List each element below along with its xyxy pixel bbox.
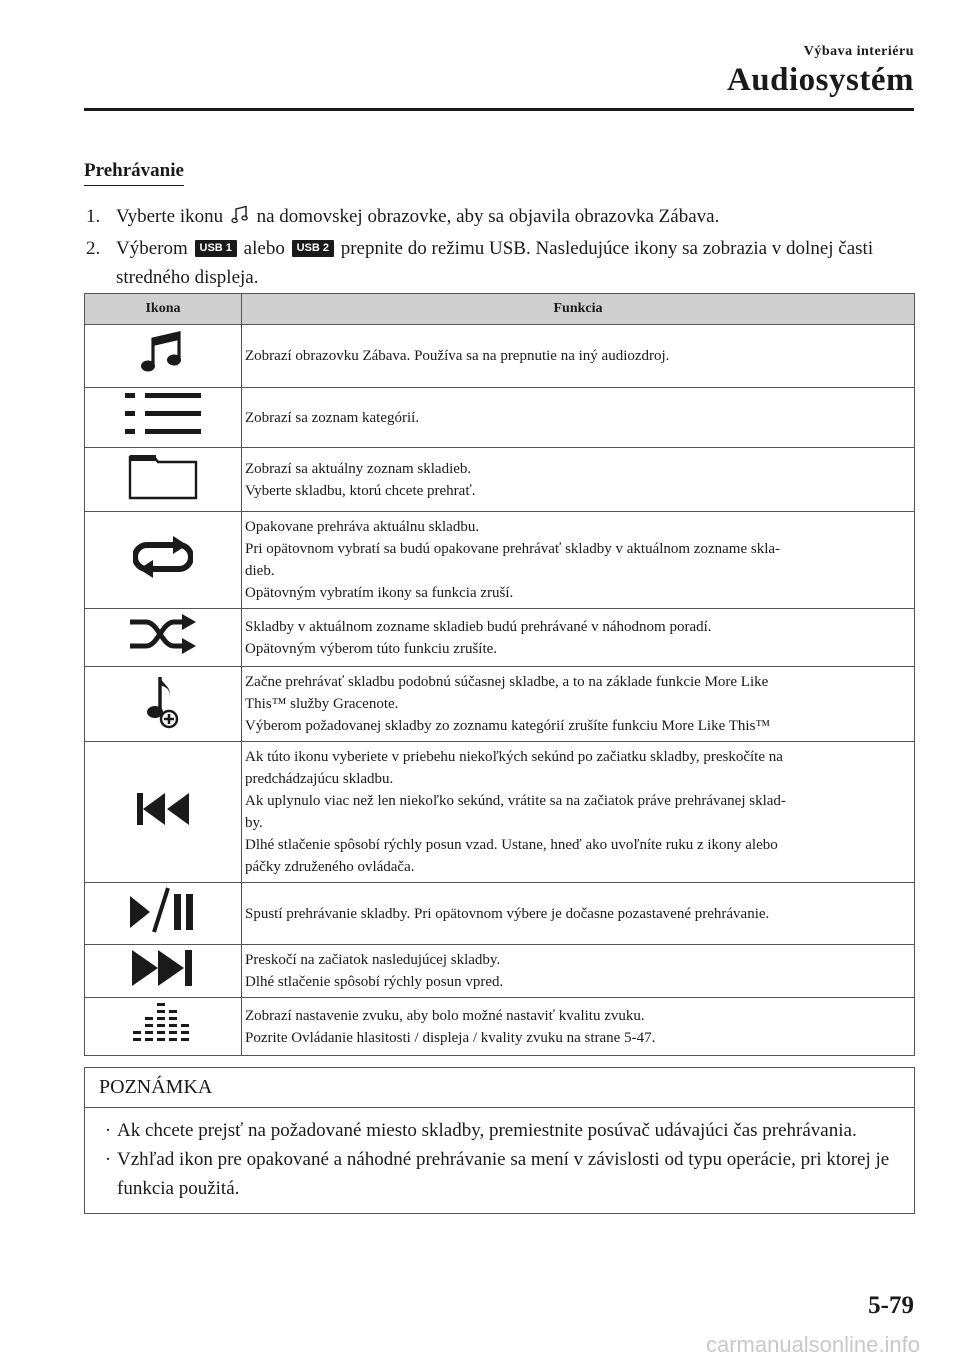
table-row (85, 998, 915, 1056)
function-text: Preskočí na začiatok nasledujúcej skladby. (245, 952, 501, 968)
function-text: Skladby v aktuálnom zozname skladieb budú prehrávané v náhodnom poradí. (245, 618, 712, 635)
table-row (85, 388, 915, 448)
shuffle-icon (128, 642, 198, 658)
category-list-icon (123, 426, 203, 442)
watermark: carmanualsonline.info (705, 1332, 920, 1357)
step-text: alebo (243, 238, 285, 259)
function-text: Opätovným výberom túto funkciu zrušíte. (245, 640, 498, 657)
skip-back-icon (135, 815, 191, 831)
function-text: Zobrazí sa aktuálny zoznam skladieb. (245, 460, 472, 477)
music-note-icon (231, 205, 249, 234)
header-rule (84, 108, 914, 111)
column-header-icon: Ikona (85, 294, 242, 325)
table-row (85, 512, 915, 609)
music-note-icon (141, 364, 185, 380)
step-2 (86, 234, 916, 292)
play-pause-icon (128, 922, 198, 938)
note-text: Vzhľad ikon pre opakované a náhodné prehrávanie sa mení v závislosti od typu operácie, pri ktorej je funkcia použitá. (117, 1149, 890, 1199)
folder-icon (128, 488, 198, 504)
function-text: Pozrite Ovládanie hlasitosti / displeja / kvality zvuku na strane 5-47. (245, 1029, 656, 1046)
note-box (84, 1067, 915, 1214)
function-text: Ak túto ikonu vyberiete v priebehu niekoľkých sekúnd po začiatku skladby, preskočíte na (245, 749, 783, 765)
more-like-this-icon (145, 717, 181, 733)
table-row (85, 883, 915, 945)
skip-forward-icon (130, 976, 196, 992)
function-text: Dlhé stlačenie spôsobí rýchly posun vzad. Ustane, hneď ako uvoľníte ruku z ikony alebo (245, 837, 778, 853)
function-text: Pri opätovnom vybratí sa budú opakovane prehrávať skladby v aktuálnom zozname skla- (245, 541, 781, 557)
function-text: Ak uplynulo viac než len niekoľko sekúnd, vrátite sa na začiatok práve prehrávanej sklad- (245, 793, 786, 809)
table-row (85, 448, 915, 512)
bullet: · (104, 1149, 112, 1170)
usb2-badge: USB 2 (292, 240, 334, 257)
function-text: páčky združeného ovládača. (245, 859, 415, 875)
bullet: · (104, 1120, 112, 1141)
function-text: Zobrazí nastavenie zvuku, aby bolo možné nastaviť kvalitu zvuku. (245, 1007, 645, 1024)
chapter-label: Výbava interiéru (803, 44, 914, 59)
instruction-steps (86, 202, 916, 292)
function-text: Zobrazí obrazovku Zábava. Používa sa na prepnutie na iný audiozdroj. (245, 348, 670, 364)
section-title: Prehrávanie (84, 160, 184, 186)
note-text: Ak chcete prejsť na požadované miesto skladby, premiestnite posúvač udávajúci čas prehrávania. (117, 1120, 857, 1141)
sound-settings-icon (133, 1033, 193, 1049)
function-text: This™ služby Gracenote. (245, 696, 399, 712)
function-text: Začne prehrávať skladbu podobnú súčasnej skladbe, a to na základe funkcie More Like (245, 674, 769, 690)
step-text: Výberom (116, 238, 188, 259)
function-text: predchádzajúcu skladbu. (245, 771, 394, 787)
step-number: 1. (86, 206, 101, 227)
note-heading: POZNÁMKA (85, 1068, 914, 1108)
icon-function-table (84, 293, 915, 1056)
function-text: Spustí prehrávanie skladby. Pri opätovnom výbere je dočasne pozastavené prehrávanie. (245, 905, 770, 922)
function-text: Opätovným vybratím ikony sa funkcia zruší. (245, 585, 514, 601)
table-row (85, 609, 915, 667)
function-text: Vyberte skladbu, ktorú chcete prehrať. (245, 482, 476, 499)
function-text: by. (245, 815, 263, 831)
function-text: dieb. (245, 563, 275, 579)
table-row (85, 742, 915, 883)
list-item (99, 1145, 902, 1203)
table-row (85, 945, 915, 998)
table-header-row (85, 294, 915, 325)
usb1-badge: USB 1 (195, 240, 237, 257)
step-text: Vyberte ikonu (116, 206, 224, 227)
function-text: Dlhé stlačenie spôsobí rýchly posun vpred. (245, 974, 504, 990)
column-header-function: Funkcia (242, 294, 915, 325)
list-item (99, 1116, 902, 1145)
page-heading: Audiosystém (726, 62, 914, 98)
repeat-icon (133, 567, 193, 583)
table-row (85, 667, 915, 742)
function-text: Opakovane prehráva aktuálnu skladbu. (245, 519, 480, 535)
step-text: prepnite do režimu USB. Nasledujúce ikony sa zobrazia v dolnej časti stredného displeja. (116, 238, 874, 288)
page-number: 5-79 (868, 1292, 914, 1319)
function-text: Zobrazí sa zoznam kategórií. (245, 409, 420, 426)
step-1 (86, 202, 916, 234)
function-text: Výberom požadovanej skladby zo zoznamu kategórií zrušíte funkciu More Like This™ (245, 718, 771, 734)
table-row (85, 325, 915, 388)
step-number: 2. (86, 238, 101, 259)
step-text: na domovskej obrazovke, aby sa objavila obrazovka Zábava. (256, 206, 720, 227)
